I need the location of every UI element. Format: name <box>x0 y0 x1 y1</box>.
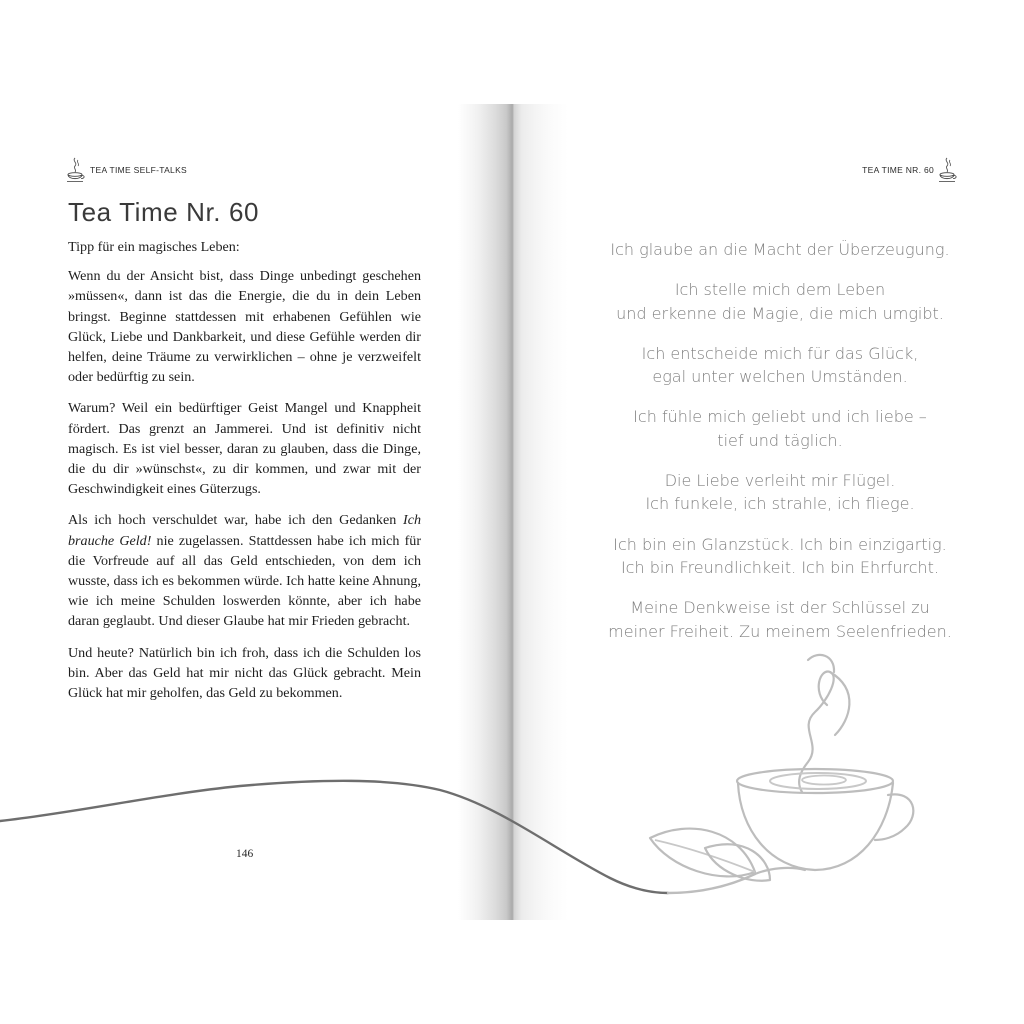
steam-line <box>799 672 834 792</box>
affirmation-line: Meine Denkweise ist der Schlüssel zu <box>630 598 930 618</box>
cup-handle <box>875 794 913 840</box>
paragraph-text: Und heute? Natürlich bin ich froh, dass ich die Schulden los bin. Aber das Geld hat mir nicht das Glück gebracht. Mein Glück hat mir geholfen, das Geld zu bekommen. <box>68 644 421 702</box>
running-head-text: TEA TIME SELF-TALKS <box>90 165 188 175</box>
tea-leaf <box>650 829 755 877</box>
emphasis-text: Ich brauche Geld! <box>68 512 421 549</box>
affirmation-line: Ich glaube an die Macht der Überzeugung. <box>610 240 950 259</box>
affirmation-stanza <box>565 278 995 325</box>
teacup-steam-icon <box>66 156 86 184</box>
paragraph-text: Warum? Weil ein bedürftiger Geist Mangel und Knappheit fördert. Das grenzt an Jammerei. Und ist definitiv nicht magisch. Es ist viel besser, daran zu glauben, dass die Dinge, die du dir »wünschst«, zu dir kommen, und zwar mit der Geschwindigkeit eines Güterzugs. <box>68 400 421 498</box>
right-running-head <box>862 156 958 184</box>
affirmation-line: Ich funkele, ich strahle, ich fliege. <box>645 494 915 514</box>
body-paragraph <box>68 398 421 499</box>
affirmation-list <box>565 238 995 660</box>
affirmation-stanza <box>565 238 995 261</box>
affirmation-line: tief und täglich. <box>717 430 843 450</box>
affirmation-line: Ich bin Freundlichkeit. Ich bin Ehrfurcht. <box>620 557 940 577</box>
page-title: Tea Time Nr. 60 <box>68 197 260 227</box>
affirmation-line: egal unter welchen Umständen. <box>652 367 908 387</box>
page-number: 146 <box>236 848 254 860</box>
paragraph-text: Als ich hoch verschuldet war, habe ich den Gedanken <box>68 512 403 529</box>
tea-leaf <box>705 844 770 881</box>
affirmation-line: Ich entscheide mich für das Glück, <box>641 343 919 363</box>
affirmation-stanza <box>565 596 995 643</box>
running-head-text: TEA TIME NR. 60 <box>862 165 934 175</box>
body-paragraph <box>68 266 421 387</box>
body-paragraph <box>68 510 421 631</box>
affirmation-line: Ich bin ein Glanzstück. Ich bin einzigartig. <box>613 534 947 554</box>
paragraph-text: Wenn du der Ansicht bist, dass Dinge unbedingt geschehen »müssen«, dann ist das die Energie, die du in dein Leben bringst. Beginne stattdessen mit erhabenen Gefühlen wie Glück, Liebe und Dankbarkeit, und diese Gefühle werden dir helfen, deine Träume zu verwirklichen – ohne je verzweifelt oder bedürftig zu sein. <box>68 268 421 386</box>
intro-line: Tipp für ein magisches Leben: <box>68 239 240 255</box>
cup-rim <box>737 769 893 793</box>
affirmation-stanza <box>565 533 995 580</box>
affirmation-line: Die Liebe verleiht mir Flügel. <box>664 471 896 491</box>
affirmation-line: Ich stelle mich dem Leben <box>674 280 886 300</box>
book-gutter-shadow <box>458 104 568 920</box>
affirmation-stanza <box>565 405 995 452</box>
cup-body <box>738 783 893 870</box>
body-paragraph <box>68 643 421 704</box>
affirmation-stanza <box>565 342 995 389</box>
paragraph-text: nie zugelassen. Stattdessen habe ich mich für die Vorfreude auf all das Geld entschieden, von dem ich wusste, dass ich es bekommen würde. Ich hatte keine Ahnung, wie ich meine Schulden loswerden könnte, aber ich habe daran geglaubt. Und dieser Glaube hat mir Frieden gebracht. <box>68 532 422 630</box>
left-running-head <box>66 156 187 184</box>
teacup-steam-icon <box>938 156 958 184</box>
affirmation-line: und erkenne die Magie, die mich umgibt. <box>616 303 944 323</box>
body-text <box>68 237 421 714</box>
affirmation-stanza <box>565 469 995 516</box>
affirmation-line: Ich fühle mich geliebt und ich liebe – <box>633 407 927 427</box>
affirmation-line: meiner Freiheit. Zu meinem Seelenfrieden. <box>608 621 952 641</box>
